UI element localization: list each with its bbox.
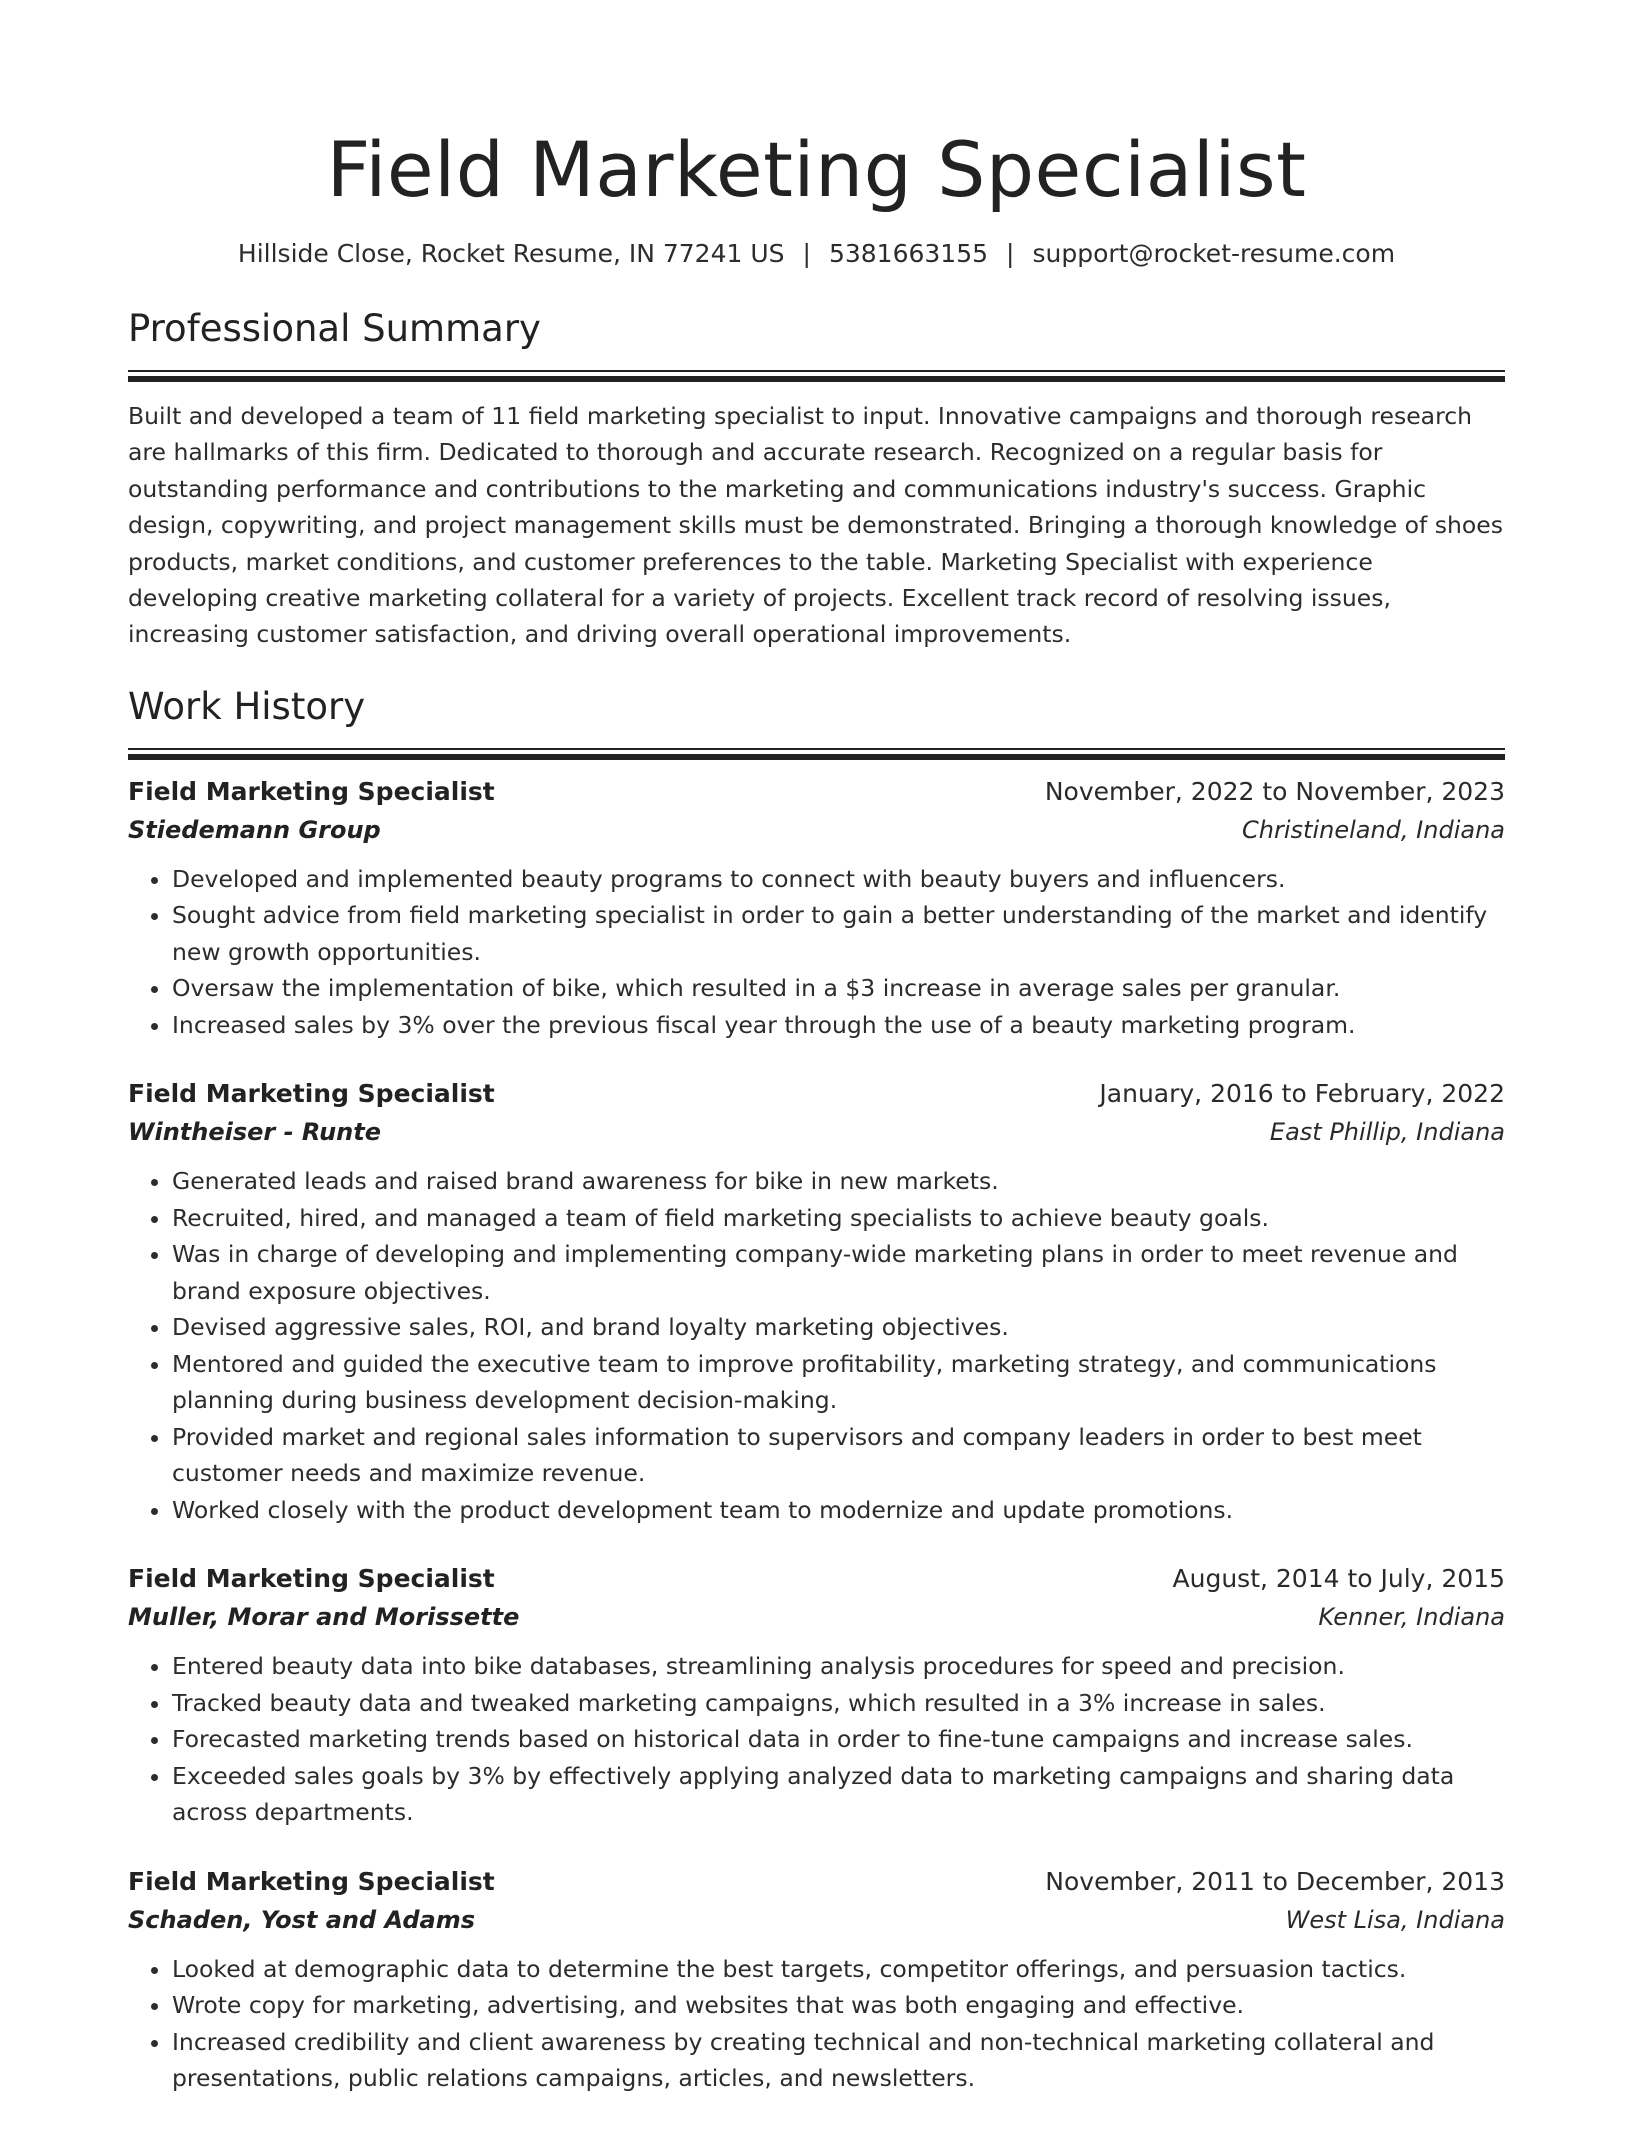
job-bullet: • Looked at demographic data to determine the best targets, competitor offerings, and persuasion tactics. (172, 1951, 1505, 1988)
resume-header (128, 0, 1505, 271)
job-title: Field Marketing Specialist (128, 1564, 495, 1594)
job-company: Stiedemann Group (128, 815, 381, 844)
job-bullet: • Oversaw the implementation of bike, which resulted in a $3 increase in average sales per granular. (172, 970, 1505, 1007)
job-company-row (128, 1113, 1505, 1151)
contact-email: support@rocket-resume.com (1032, 239, 1396, 268)
job-dates: January, 2016 to February, 2022 (1099, 1079, 1505, 1109)
job-bullets (128, 1163, 1505, 1528)
section-divider (128, 370, 1505, 372)
section-divider (128, 748, 1505, 750)
job-entry (128, 1863, 1505, 2097)
job-bullet: • Entered beauty data into bike databases, streamlining analysis procedures for speed and precision. (172, 1648, 1505, 1685)
contact-separator: | (802, 239, 811, 268)
job-header-row (128, 1863, 1505, 1901)
job-bullet: • Devised aggressive sales, ROI, and brand loyalty marketing objectives. (172, 1309, 1505, 1346)
job-bullet: • Exceeded sales goals by 3% by effectively applying analyzed data to marketing campaigns and sharing data across departments. (172, 1758, 1505, 1831)
job-company: Wintheiser - Runte (128, 1118, 382, 1147)
job-bullet: • Mentored and guided the executive team to improve profitability, marketing strategy, and communications planning during business development decision-making. (172, 1346, 1505, 1419)
contact-address: Hillside Close, Rocket Resume, IN 77241 US (237, 239, 785, 268)
contact-line (128, 237, 1505, 271)
job-company: Muller, Morar and Morissette (128, 1603, 520, 1632)
job-bullets (128, 1648, 1505, 1831)
job-company-row (128, 1598, 1505, 1636)
job-bullet: • Was in charge of developing and implementing company-wide marketing plans in order to meet revenue and brand exposure objectives. (172, 1236, 1505, 1309)
job-header-row (128, 773, 1505, 811)
job-entry (128, 773, 1505, 1044)
job-location: Kenner, Indiana (1318, 1603, 1505, 1632)
professional-summary-section (128, 304, 1505, 653)
contact-phone: 5381663155 (828, 239, 989, 268)
job-company: Schaden, Yost and Adams (128, 1905, 476, 1934)
job-bullet: • Worked closely with the product development team to modernize and update promotions. (172, 1492, 1505, 1529)
job-bullet: • Sought advice from field marketing specialist in order to gain a better understanding of the market and identify new growth opportunities. (172, 897, 1505, 970)
job-company-row (128, 811, 1505, 849)
job-bullet: • Provided market and regional sales information to supervisors and company leaders in order to best meet customer needs and maximize revenue. (172, 1419, 1505, 1492)
contact-separator: | (1006, 239, 1015, 268)
job-entry (128, 1560, 1505, 1831)
job-entry (128, 1075, 1505, 1528)
job-location: East Phillip, Indiana (1269, 1118, 1505, 1147)
section-title-work-history: Work History (128, 684, 366, 728)
job-bullet: • Recruited, hired, and managed a team of field marketing specialists to achieve beauty goals. (172, 1200, 1505, 1237)
job-title: Field Marketing Specialist (128, 1079, 495, 1109)
job-bullet: • Increased credibility and client awareness by creating technical and non-technical marketing collateral and presentations, public relations campaigns, articles, and newsletters. (172, 2024, 1505, 2097)
job-dates: August, 2014 to July, 2015 (1172, 1564, 1505, 1594)
job-bullet: • Generated leads and raised brand awareness for bike in new markets. (172, 1163, 1505, 1200)
candidate-name: Field Marketing Specialist (326, 125, 1307, 214)
job-bullets (128, 1951, 1505, 2097)
job-bullet: • Developed and implemented beauty programs to connect with beauty buyers and influencers. (172, 861, 1505, 898)
job-dates: November, 2011 to December, 2013 (1045, 1866, 1505, 1896)
job-bullets (128, 861, 1505, 1044)
work-history-section (128, 682, 1505, 2097)
job-company-row (128, 1901, 1505, 1939)
job-bullet: • Increased sales by 3% over the previous fiscal year through the use of a beauty marketing program. (172, 1007, 1505, 1044)
job-header-row (128, 1560, 1505, 1598)
job-list (128, 773, 1505, 2097)
job-location: Christineland, Indiana (1242, 815, 1505, 844)
job-dates: November, 2022 to November, 2023 (1044, 776, 1505, 806)
section-title-summary: Professional Summary (128, 307, 541, 350)
job-title: Field Marketing Specialist (128, 776, 495, 806)
job-bullet: • Wrote copy for marketing, advertising, and websites that was both engaging and effective. (172, 1987, 1505, 2024)
job-bullet: • Tracked beauty data and tweaked marketing campaigns, which resulted in a 3% increase in sales. (172, 1685, 1505, 1722)
resume-page (128, 0, 1505, 2129)
job-header-row (128, 1075, 1505, 1113)
job-bullet: • Forecasted marketing trends based on historical data in order to fine-tune campaigns and increase sales. (172, 1721, 1505, 1758)
job-title: Field Marketing Specialist (128, 1866, 495, 1896)
job-location: West Lisa, Indiana (1285, 1905, 1505, 1934)
summary-text: Built and developed a team of 11 field marketing specialist to input. Innovative campaigns and thorough research are hallmarks of this firm. Dedicated to thorough and accurate research. Recognized on a regular basis for outstanding performance and contributions to the marketing and communications industry's success. Graphic design, copywriting, and project management skills must be demonstrated. Bringing a thorough knowledge of shoes products, market conditions, and customer preferences to the table. Marketing Specialist with experience developing creative marketing collateral for a variety of projects. Excellent track record of resolving issues, increasing customer satisfaction, and driving overall operational improvements. (128, 402, 1504, 649)
